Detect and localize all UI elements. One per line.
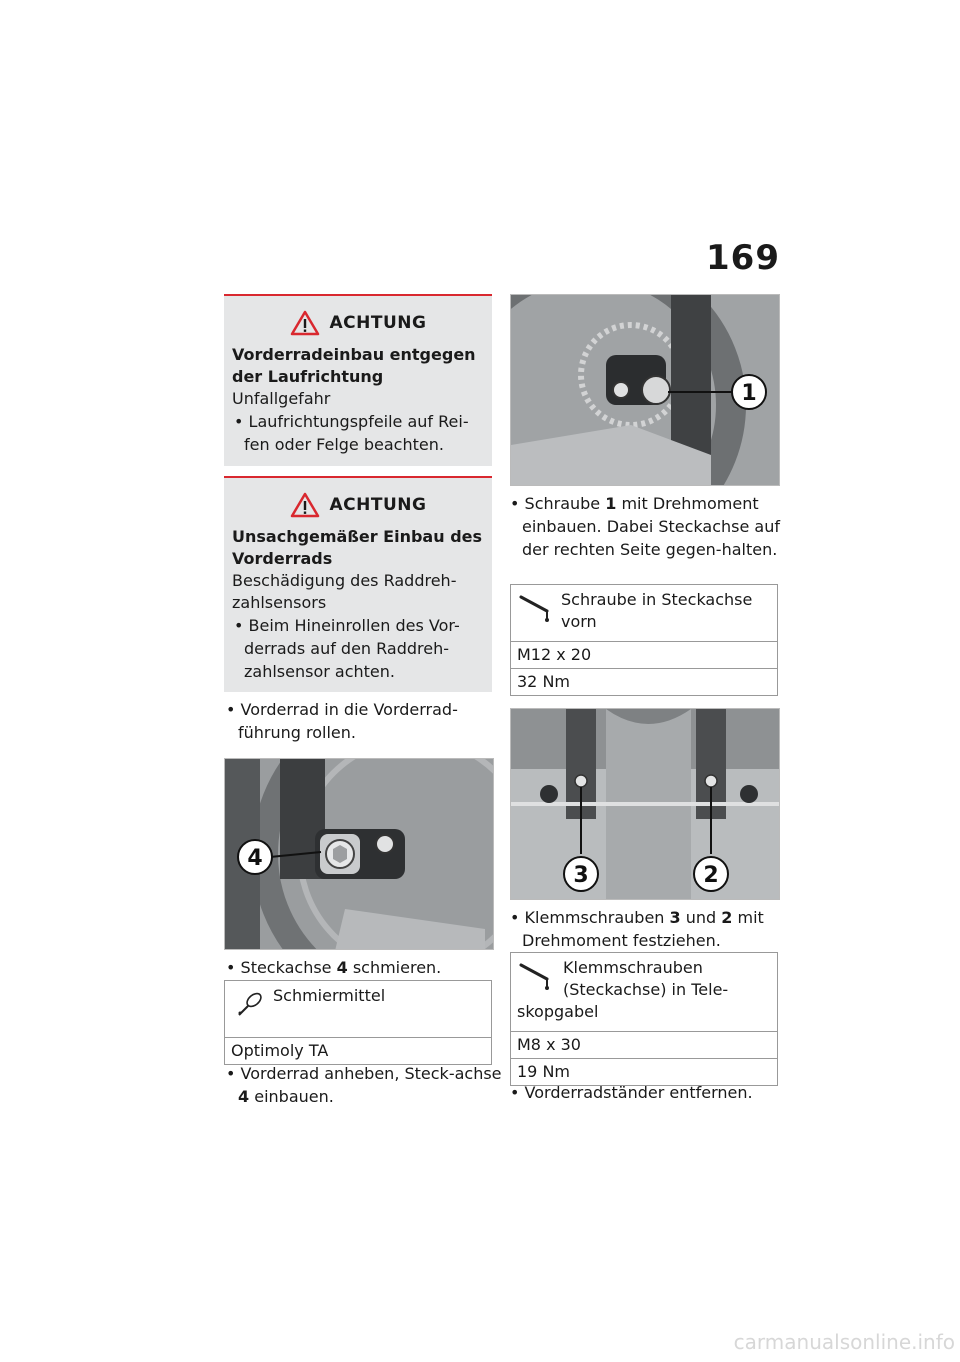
- lubricant-icon: [235, 989, 265, 1019]
- step-tighten-clamp-screws: • Klemmschrauben 3 und 2 mit Drehmoment festziehen.: [510, 908, 764, 950]
- torque-table-clamp-screws: [510, 952, 778, 1086]
- warning-box-2: [224, 476, 492, 692]
- warning-triangle-icon: [290, 310, 320, 336]
- callout-3: 3: [573, 863, 589, 888]
- warning-action: • Laufrichtungspfeile auf Rei-fen oder Felge beachten.: [234, 412, 469, 454]
- torque-table-axle-screw: [510, 584, 778, 696]
- torque-wrench-icon: [519, 961, 555, 991]
- torque-header: [511, 953, 777, 1032]
- photo-illustration: [511, 709, 780, 900]
- photo-illustration: [511, 295, 780, 486]
- torque-label: Schraube in Steckachse vorn: [561, 590, 753, 631]
- page-number: 169: [706, 238, 780, 278]
- torque-wrench-icon: [519, 593, 555, 623]
- torque-value: 19 Nm: [517, 1062, 570, 1081]
- warning-consequence: Beschädigung des Raddreh-zahlsensors: [232, 571, 457, 612]
- torque-size: M8 x 30: [511, 1032, 777, 1059]
- lubricant-value: Optimoly TA: [231, 1041, 329, 1060]
- photo-clamp-screws: [510, 708, 780, 900]
- step-install-axle: • Vorderrad anheben, Steck-achse 4 einbauen.: [226, 1064, 502, 1106]
- callout-2: 2: [703, 863, 719, 888]
- torque-value: 32 Nm: [517, 672, 570, 691]
- torque-size: M12 x 20: [511, 642, 777, 669]
- step-remove-stand: • Vorderradständer entfernen.: [510, 1083, 753, 1102]
- warning-header: [232, 310, 484, 336]
- photo-illustration: [225, 759, 494, 950]
- step-install-screw: • Schraube 1 mit Drehmoment einbauen. Dabei Steckachse auf der rechten Seite gegen-halten.: [510, 494, 780, 559]
- step-lubricate-axle: • Steckachse 4 schmieren.: [226, 958, 442, 977]
- lubricant-label: Schmiermittel: [273, 986, 386, 1005]
- warning-header: [232, 492, 484, 518]
- warning-title: ACHTUNG: [329, 313, 427, 333]
- warning-consequence: Unfallgefahr: [232, 389, 331, 408]
- warning-triangle-icon: [290, 492, 320, 518]
- step-roll-wheel: • Vorderrad in die Vorderrad-führung rollen.: [226, 700, 458, 742]
- callout-4: 4: [247, 846, 263, 871]
- torque-header: [511, 585, 777, 642]
- warning-title: ACHTUNG: [329, 495, 427, 515]
- torque-label: Klemmschrauben (Steckachse) in Tele-skopgabel: [517, 958, 729, 1021]
- photo-axle-lubricate: [224, 758, 494, 950]
- footer-watermark: carmanualsonline.info: [733, 1330, 955, 1354]
- warning-action: • Beim Hineinrollen des Vor-derrads auf den Raddreh-zahlsensor achten.: [234, 616, 460, 681]
- photo-axle-screw: [510, 294, 780, 486]
- warning-heading: Unsachgemäßer Einbau des Vorderrads: [232, 527, 483, 568]
- callout-1: 1: [741, 381, 757, 406]
- lubricant-header: [225, 981, 491, 1038]
- warning-heading: Vorderradeinbau entgegen der Laufrichtung: [232, 345, 476, 386]
- warning-box-1: [224, 294, 492, 466]
- lubricant-table: [224, 980, 492, 1065]
